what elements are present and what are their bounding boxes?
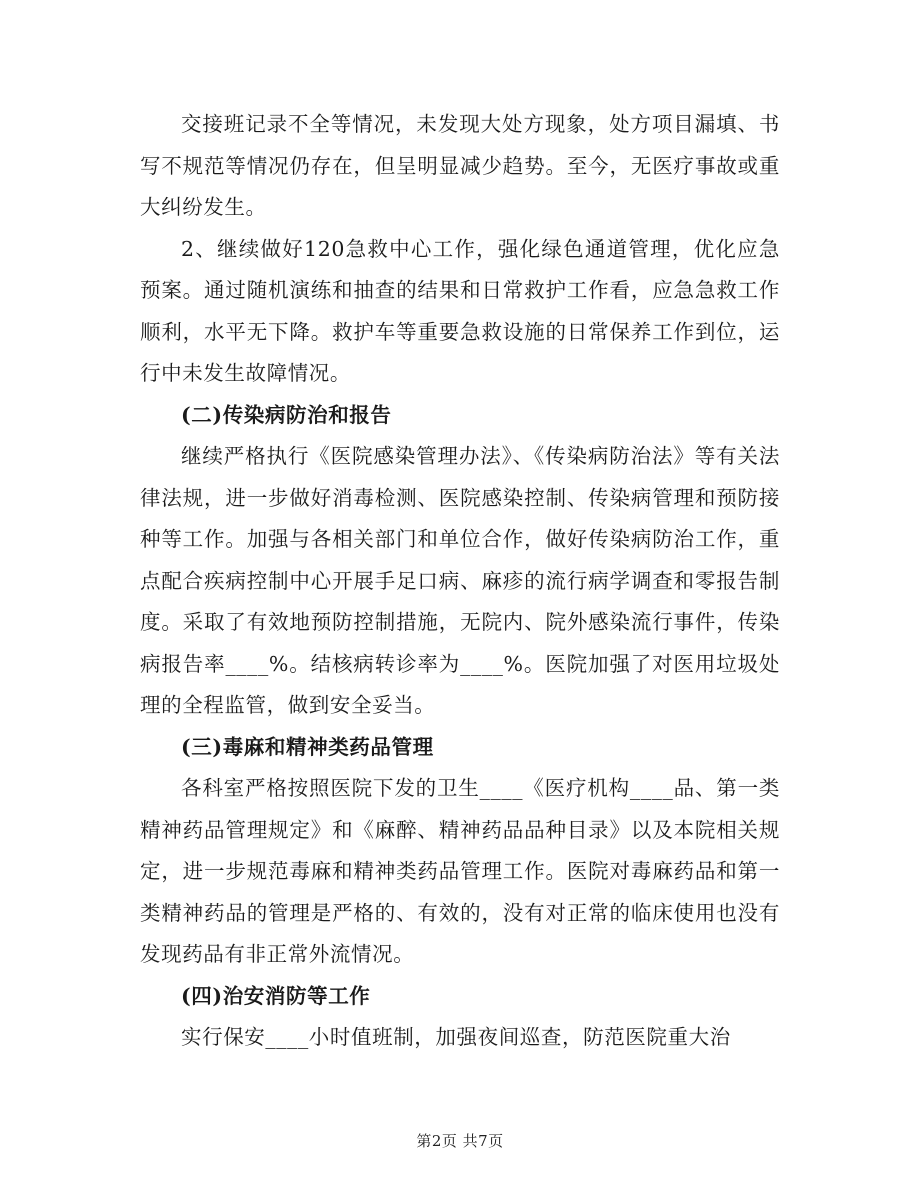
paragraph-emergency-center: 2、继续做好120急救中心工作，强化绿色通道管理，优化应急预案。通过随机演练和抽查的结果和日常救护工作看，应急急救工作顺利，水平无下降。救护车等重要急救设施的日常保养工作到位，运行中未发生故障情况。 <box>140 236 780 385</box>
paragraph-security-fire: 实行保安____小时值班制，加强夜间巡查，防范医院重大治 <box>181 1025 731 1049</box>
paragraph-narcotics: 各科室严格按照医院下发的卫生____《医疗机构____品、第一类精神药品管理规定》和《麻醉、精神药品品种目录》以及本院相关规定，进一步规范毒麻和精神类药品管理工作。医院对毒麻药品和第一类精神药品的管理是严格的、有效的，没有对正常的临床使用也没有发现药品有非正常外流情况。 <box>140 776 780 966</box>
page-number-footer: 第2页 共7页 <box>416 1132 504 1150</box>
section-heading-security-fire: (四)治安消防等工作 <box>181 983 371 1008</box>
document-body <box>140 104 780 1059</box>
paragraph-continued-report: 交接班记录不全等情况，未发现大处方现象，处方项目漏填、书写不规范等情况仍存在，但呈明显减少趋势。至今，无医疗事故或重大纠纷发生。 <box>140 112 780 219</box>
section-heading-narcotics: (三)毒麻和精神类药品管理 <box>181 734 434 759</box>
section-heading-infectious-disease: (二)传染病防治和报告 <box>181 402 392 427</box>
paragraph-infectious-disease: 继续严格执行《医院感染管理办法》、《传染病防治法》等有关法律法规，进一步做好消毒检测、医院感染控制、传染病管理和预防接种等工作。加强与各相关部门和单位合作，做好传染病防治工作，重点配合疾病控制中心开展手足口病、麻疹的流行病学调查和零报告制度。采取了有效地预防控制措施，无院内、院外感染流行事件，传染病报告率____%。结核病转诊率为____%。医院加强了对医用垃圾处理的全程监管，做到安全妥当。 <box>140 444 780 717</box>
